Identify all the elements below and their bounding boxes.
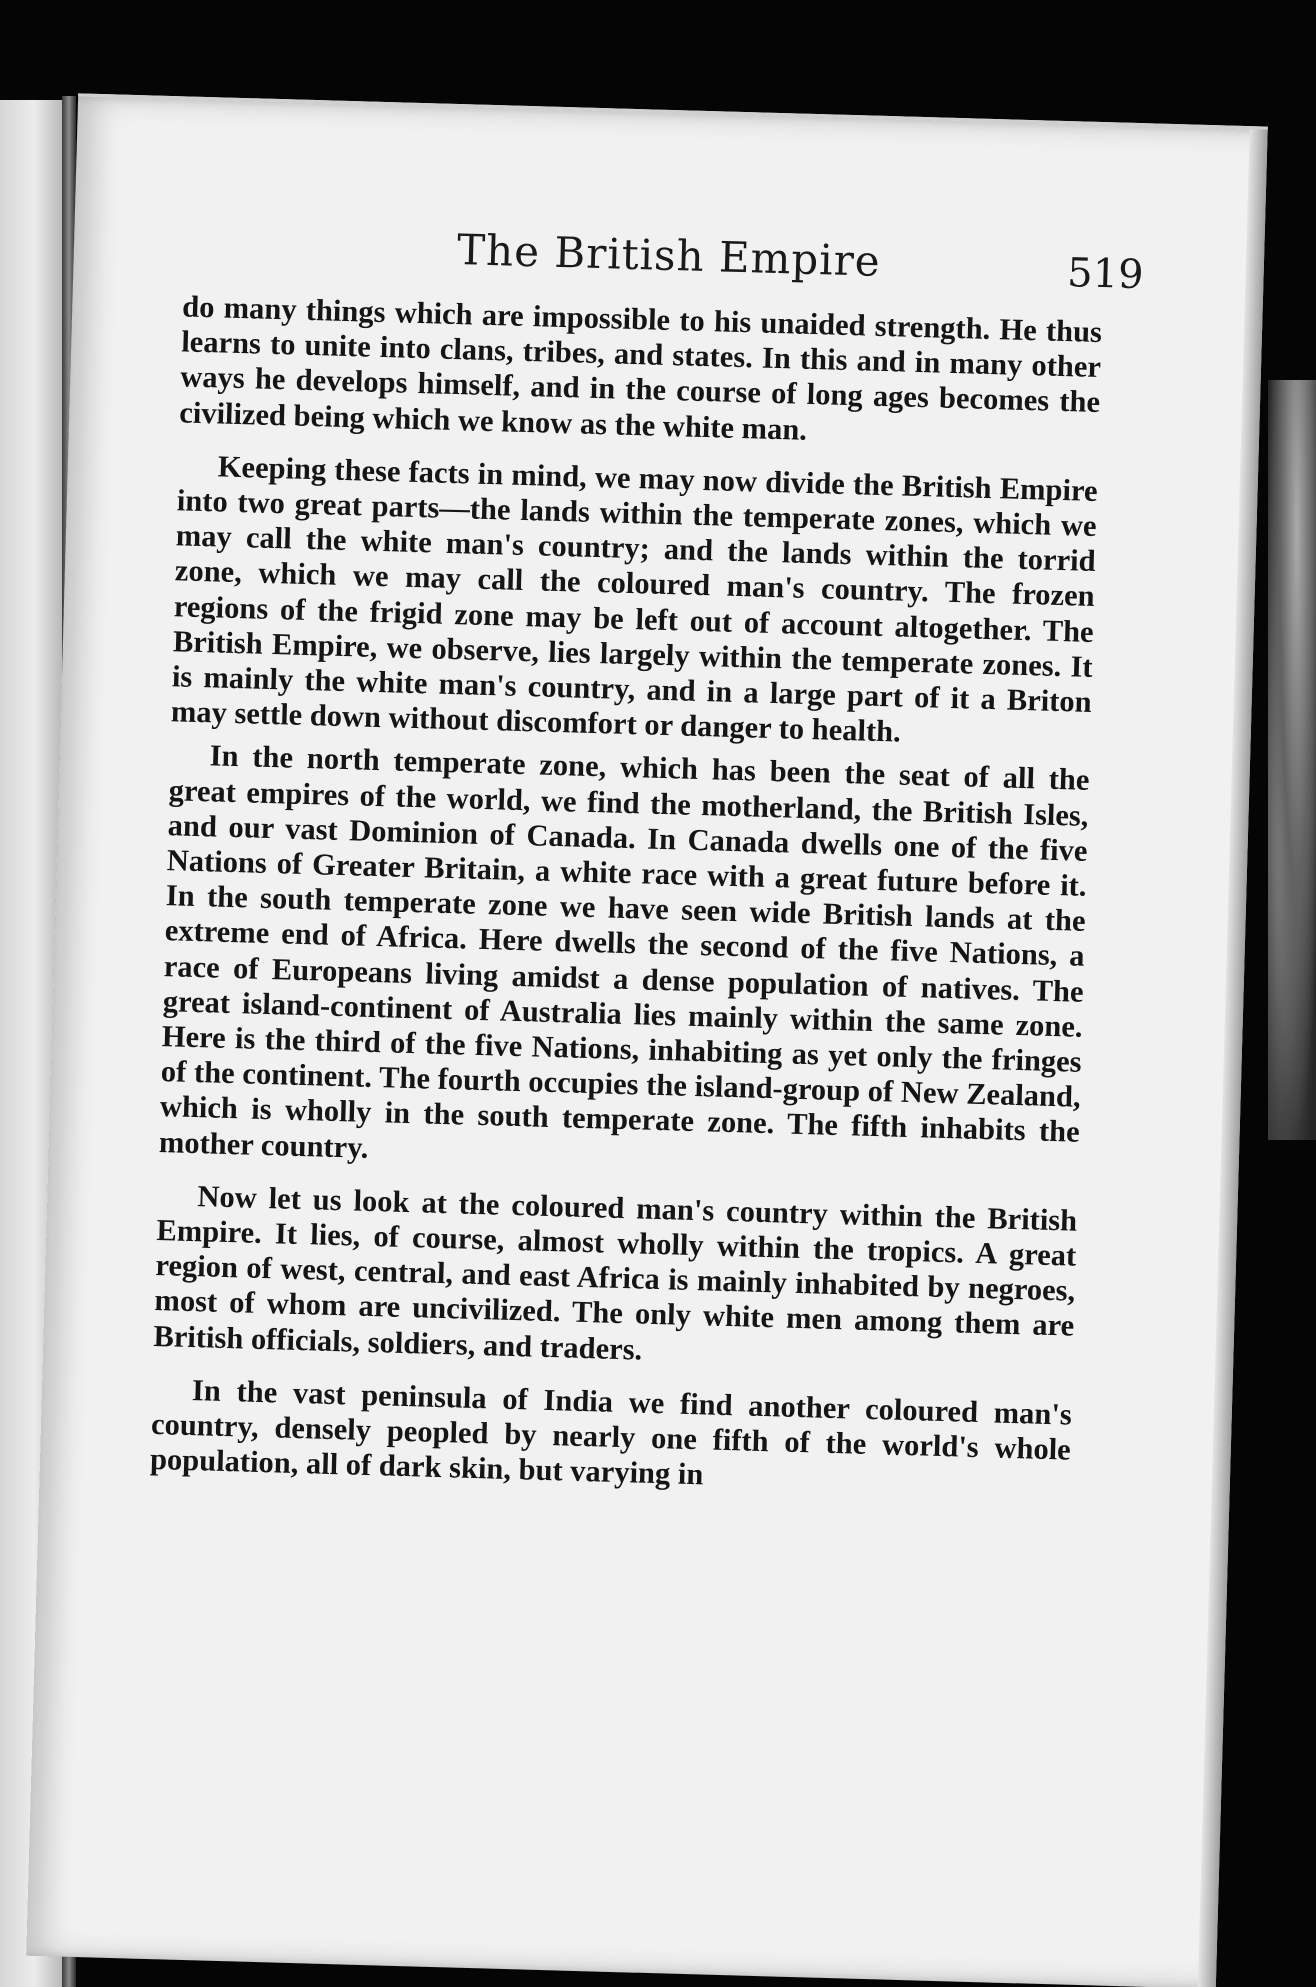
running-title: The British Empire [456, 225, 882, 286]
paragraph: Now let us look at the coloured man's country within the British Empire. It lies, of course, almost wholly within the tropics. A great region of west, central, and east Africa is mainly inhabited by negroes, most of whom are uncivilized. The only white men among them are British officials, soldiers, and traders. [153, 1179, 1078, 1367]
paragraph: Keeping these facts in mind, we may now divide the British Empire into two great parts—the lands within the temperate zones, which we may call the white man's country; and the lands within the torrid zone, which we may call the coloured man's country. The frozen regions of the frigid zone may be left out of account altogether. The British Empire, we observe, lies largely within the temperate zones. It is mainly the white man's country, and in a large part of it a Briton may settle down without discomfort or danger to health. [170, 449, 1099, 749]
paragraph: do many things which are impossible to his unaided strength. He thus learns to unite into clans, tribes, and states. In this and in many other ways he develops himself, and in the course of long ages becomes the civilized being which we know as the white man. [178, 289, 1103, 447]
book-page [26, 93, 1268, 1987]
page-edge [1198, 129, 1268, 1987]
paragraph: In the north temperate zone, which has been the seat of all the great empires of the world, we find the motherland, the British Isles, and our vast Dominion of Canada. In Canada dwells one of the five Nations of Greater Britain, a white race with a great future before it. In the south temperate zone we have seen wide British lands at the extreme end of Africa. Here dwells the second of the five Nations, a race of Europeans living amidst a dense population of natives. The great island-continent of Australia lies mainly within the same zone. Here is the third of the five Nations, inhabiting as yet only the fringes of the continent. The fourth occupies the island-group of New Zealand, which is wholly in the south temperate zone. The fifth inhabits the mother country. [158, 738, 1090, 1165]
body-text [149, 289, 1102, 1511]
paragraph: In the vast peninsula of India we find another coloured man's country, densely peopled by nearly one fifth of the world's whole population, all of dark skin, but varying in [149, 1372, 1073, 1492]
page-number: 519 [1066, 250, 1145, 299]
scanner-background [1268, 380, 1316, 1140]
